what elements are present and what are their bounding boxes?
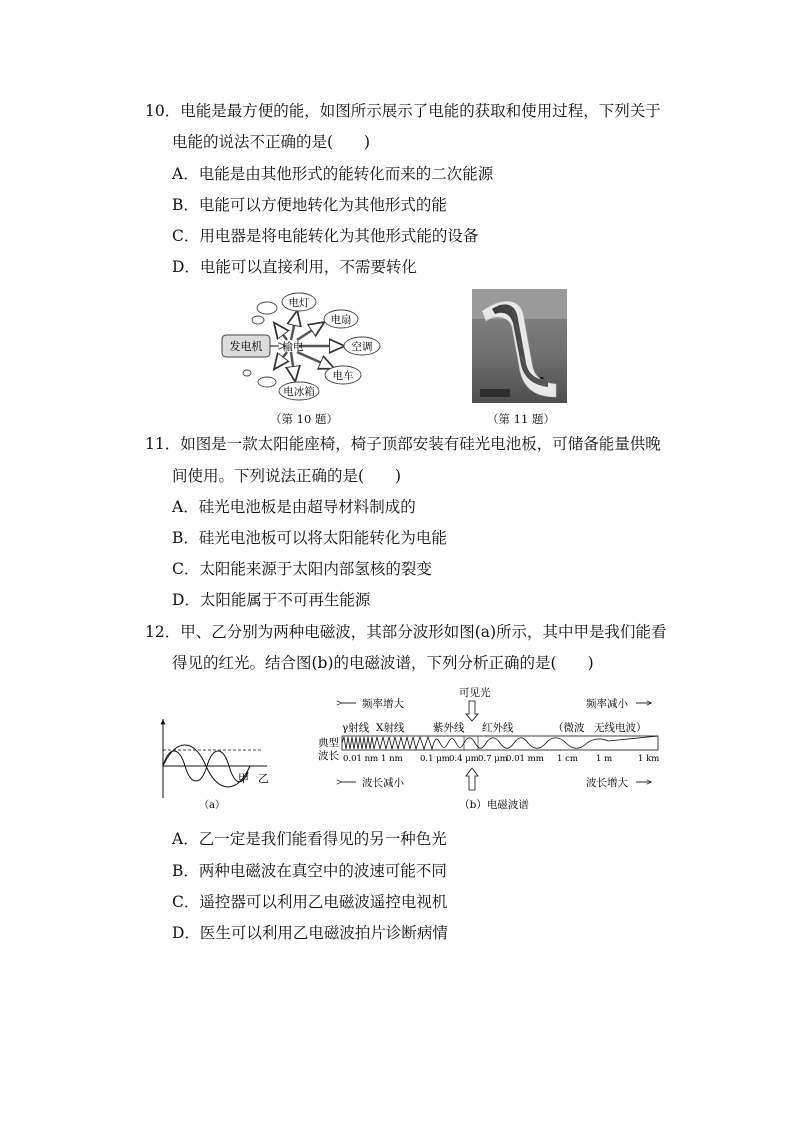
freq-up-label: 频率增大 [362,698,404,710]
q12-stem-line1: 12．甲、乙分别为两种电磁波，其部分波形如图(a)所示，其中甲是我们能看 [145,623,667,641]
q11-stem-line1: 11．如图是一款太阳能座椅，椅子顶部安装有硅光电池板，可储备能量供晚 [145,435,661,453]
ir-label: 红外线 [482,722,514,734]
wavelength-value: 0.1 μm [420,754,450,764]
aircon-label: 空调 [351,341,373,353]
typical-label-2: 波长 [318,750,339,762]
gamma-label: γ射线 [342,722,370,734]
transmission-label: 输电 [282,341,304,353]
yi-label: 乙 [258,772,269,785]
q11-option-c: C．太阳能来源于太阳内部氢核的裂变 [172,560,432,578]
figure-12b-caption: （b）电磁波谱 [459,799,529,811]
q12-option-d: D．医生可以利用乙电磁波拍片诊断病情 [172,924,448,942]
q11-option-b: B．硅光电池板可以将太阳能转化为电能 [172,529,447,547]
wavelength-value: 1 cm [557,754,578,764]
xray-label: X射线 [376,722,405,734]
radio-label: 无线电波） [594,722,647,734]
wavelength-value: 0.7 μm [478,754,508,764]
generator-label: 发电机 [229,340,263,353]
visible-light-label: 可见光 [459,687,491,699]
wavelength-value: 1 nm [381,754,403,764]
figure-12a-waveforms [154,716,269,814]
wavelength-down-label: 波长减小 [362,777,404,789]
figure-10-energy-diagram [215,290,390,402]
q12-option-a: A．乙一定是我们能看得见的另一种色光 [172,830,447,848]
q11-option-a: A．硅光电池板是由超导材料制成的 [172,498,416,516]
wavelength-value: 1 m [596,754,613,764]
wavelength-value: 1 km [638,754,660,764]
figure-12b-spectrum [316,684,662,814]
figure-10-caption: （第 10 题） [270,412,338,426]
q10-stem-line1: 10．电能是最方便的能，如图所示展示了电能的获取和使用过程，下列关于 [145,102,661,120]
q11-stem-line2: 间使用。下列说法正确的是( ) [172,467,402,485]
uv-label: 紫外线 [433,722,465,734]
q10-option-b: B．电能可以方便地转化为其他形式的能 [172,196,447,214]
car-label: 电车 [332,370,354,382]
jia-label: 甲 [238,772,249,785]
q12-option-b: B．两种电磁波在真空中的波速可能不同 [172,862,447,880]
q10-option-c: C．用电器是将电能转化为其他形式能的设备 [172,227,479,245]
q12-stem-line2: 得见的红光。结合图(b)的电磁波谱，下列分析正确的是( ) [172,654,594,672]
q12-option-c: C．遥控器可以利用乙电磁波遥控电视机 [172,893,448,911]
typical-label-1: 典型 [318,737,339,749]
lamp-label: 电灯 [288,297,310,309]
q10-option-a: A．电能是由其他形式的能转化而来的二次能源 [172,165,494,183]
q10-option-d: D．电能可以直接利用，不需要转化 [172,258,417,276]
fan-label: 电扇 [330,314,352,326]
fridge-label: 电冰箱 [283,386,315,398]
freq-down-label: 频率减小 [586,698,628,710]
figure-11-caption: （第 11 题） [487,412,555,426]
wavelength-value: 0.01 mm [506,754,544,764]
q10-stem-line2: 电能的说法不正确的是( ) [172,133,371,151]
figure-11-solar-bench-photo [472,289,567,403]
figure-12a-caption: （a） [199,800,225,811]
wavelength-value: 0.4 μm [449,754,479,764]
wavelength-up-label: 波长增大 [586,777,628,789]
microwave-label: （微波 [553,722,585,734]
q11-option-d: D．太阳能属于不可再生能源 [172,591,371,609]
wavelength-value: 0.01 nm [343,754,379,764]
